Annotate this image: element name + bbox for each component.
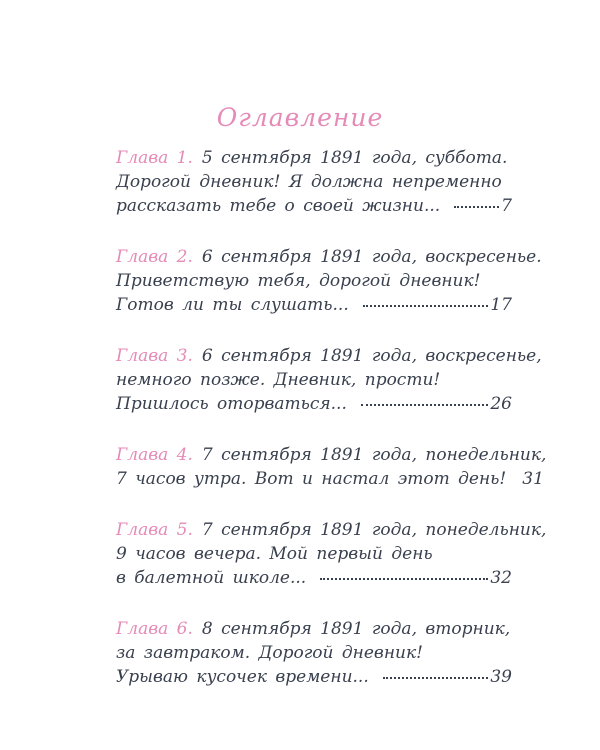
toc-entry-line: [116, 148, 512, 172]
toc-entry-line: [116, 247, 542, 271]
entry-text: за завтраком. Дорогой дневник!: [116, 643, 423, 663]
toc-entry-line: [116, 520, 547, 544]
entry-text: 6 сентября 1891 года, воскресенье,: [201, 346, 542, 366]
entry-text: в балетной школе...: [116, 568, 307, 588]
toc-entry-line: [116, 346, 542, 370]
toc-entry-line: [116, 619, 512, 643]
entry-text: 9 часов вечера. Мой первый день: [116, 544, 433, 564]
toc-entry[interactable]: [116, 520, 547, 592]
toc-entry[interactable]: [116, 148, 512, 220]
toc-entry-line: [116, 295, 512, 319]
toc-entry[interactable]: [116, 247, 542, 319]
entry-text: немного позже. Дневник, прости!: [116, 370, 441, 390]
dot-leader: [320, 578, 488, 580]
entry-text: 8 сентября 1891 года, вторник,: [201, 619, 511, 639]
toc-entry-line: [116, 445, 547, 469]
entry-text: Урываю кусочек времени...: [116, 667, 369, 687]
toc-entry-line: [116, 196, 512, 220]
chapter-label: Глава 3.: [116, 346, 193, 366]
chapter-label: Глава 2.: [116, 247, 193, 267]
page-number: 26: [490, 394, 512, 414]
chapter-label: Глава 5.: [116, 520, 193, 540]
entry-text: Приветствую тебя, дорогой дневник!: [116, 271, 481, 291]
toc-entry-line: [116, 172, 512, 196]
toc-entry[interactable]: [116, 445, 547, 493]
page-number: 32: [490, 568, 512, 588]
toc-entry[interactable]: [116, 346, 542, 418]
page-number: 17: [490, 295, 512, 315]
toc-entry-line: [116, 544, 512, 568]
chapter-label: Глава 4.: [116, 445, 193, 465]
toc-entry-line: [116, 394, 512, 418]
entry-text: рассказать тебе о своей жизни...: [116, 196, 441, 216]
entry-text: 6 сентября 1891 года, воскресенье.: [201, 247, 542, 267]
toc-list: [116, 148, 547, 718]
page-number: 31: [522, 469, 544, 489]
page-number: 7: [501, 196, 512, 216]
toc-entry-line: [116, 469, 544, 493]
toc-entry-line: [116, 643, 512, 667]
entry-text: Дорогой дневник! Я должна непременно: [116, 172, 502, 192]
entry-text: 7 сентября 1891 года, понедельник,: [201, 445, 547, 465]
entry-text: 7 часов утра. Вот и настал этот день!: [116, 469, 507, 489]
toc-entry-line: [116, 568, 512, 592]
toc-entry[interactable]: [116, 619, 512, 691]
entry-text: 7 сентября 1891 года, понедельник,: [201, 520, 547, 540]
chapter-label: Глава 6.: [116, 619, 193, 639]
toc-entry-line: [116, 667, 512, 691]
dot-leader: [383, 677, 489, 679]
chapter-label: Глава 1.: [116, 148, 193, 168]
dot-leader: [363, 305, 489, 307]
dot-leader: [454, 206, 499, 208]
toc-entry-line: [116, 370, 512, 394]
dot-leader: [361, 404, 488, 406]
toc-title: Оглавление: [216, 103, 384, 132]
toc-entry-line: [116, 271, 512, 295]
entry-text: Пришлось оторваться...: [116, 394, 347, 414]
page-number: 39: [490, 667, 512, 687]
entry-text: 5 сентября 1891 года, суббота.: [201, 148, 508, 168]
entry-text: Готов ли ты слушать...: [116, 295, 349, 315]
